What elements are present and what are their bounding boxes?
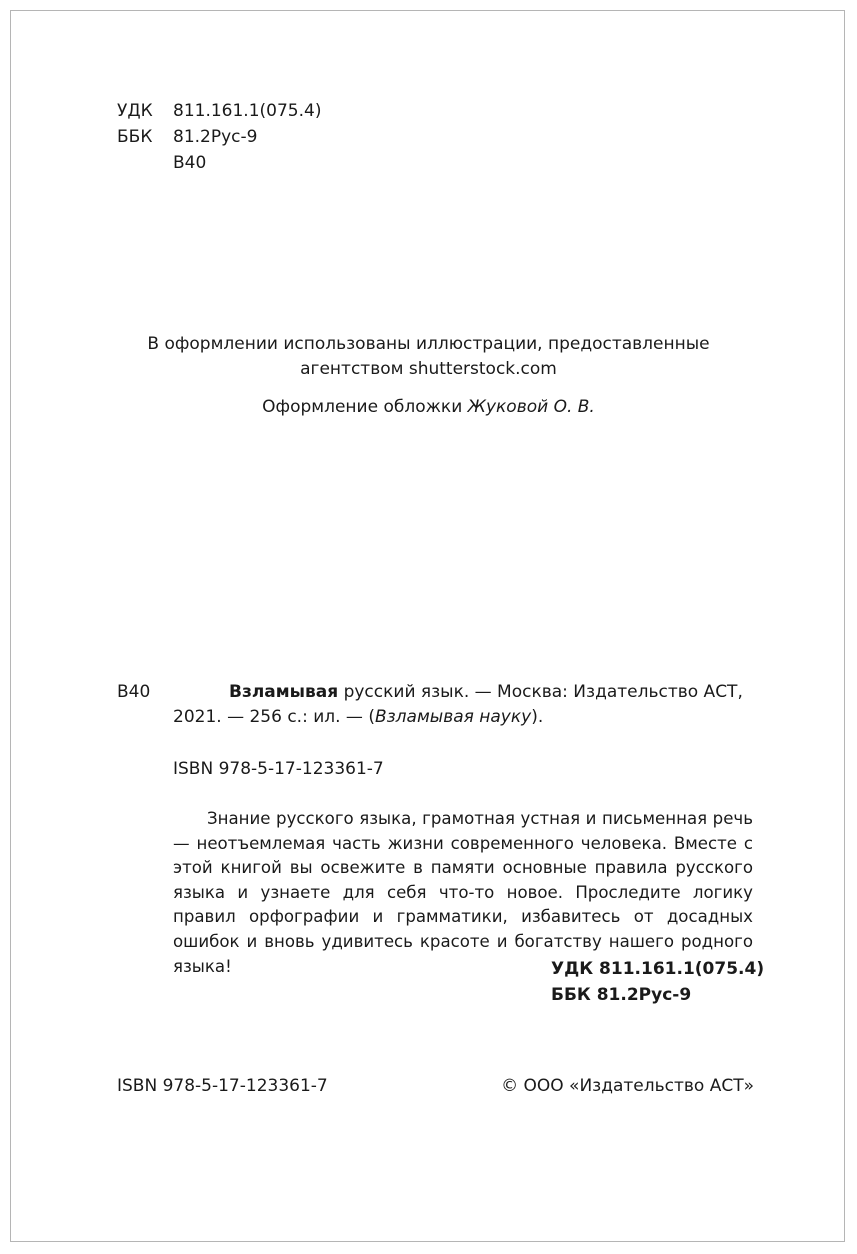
classification-bbk: ББК 81.2Рус-9 (551, 985, 692, 1005)
author-mark-header: В40 (173, 153, 207, 173)
annotation-text: Знание русского языка, грамотная устная и письменная речь — неотъемлемая часть жизни современного человека. Вместе с этой книгой вы освежите в памяти основные правила русского языка и узнаете для себя что-то новое. Проследите логику правил орфографии и грамматики, избавитесь от досадных ошибок и вновь удивитесь красоте и богатству нашего родного языка! (173, 809, 753, 976)
cover-design-prefix: Оформление обложки (262, 397, 463, 417)
isbn-footer: ISBN 978-5-17-123361-7 (117, 1076, 328, 1096)
classification-udk: УДК 811.161.1(075.4) (551, 959, 765, 979)
author-mark: В40 (117, 682, 151, 702)
imprint-details: 2021. — 256 с.: ил. — ( (173, 707, 375, 727)
isbn-main: ISBN 978-5-17-123361-7 (173, 759, 384, 779)
cover-designer-name: Жуковой О. В. (467, 397, 595, 417)
bbk-label: ББК (117, 127, 153, 147)
bbk-value: 81.2Рус-9 (173, 127, 258, 147)
udk-value: 811.161.1(075.4) (173, 101, 322, 121)
page-border (10, 10, 845, 1242)
book-title-bold: Взламывая (229, 682, 339, 702)
udk-label: УДК (117, 101, 153, 121)
illustrations-credit-line2: агентством shutterstock.com (300, 359, 557, 379)
bibliographic-line1 (229, 680, 743, 704)
annotation-paragraph (173, 807, 753, 979)
series-name: Взламывая науку (374, 707, 532, 727)
book-title-rest: русский язык. — Москва: Издательство АСТ, (343, 682, 743, 702)
copyright-notice: © ООО «Издательство АСТ» (501, 1076, 754, 1096)
cover-design-credit (0, 395, 857, 419)
bibliographic-line2 (173, 705, 543, 729)
imprint-suffix: ). (531, 707, 544, 727)
illustrations-credit-line1: В оформлении использованы иллюстрации, предоставленные (147, 334, 710, 354)
